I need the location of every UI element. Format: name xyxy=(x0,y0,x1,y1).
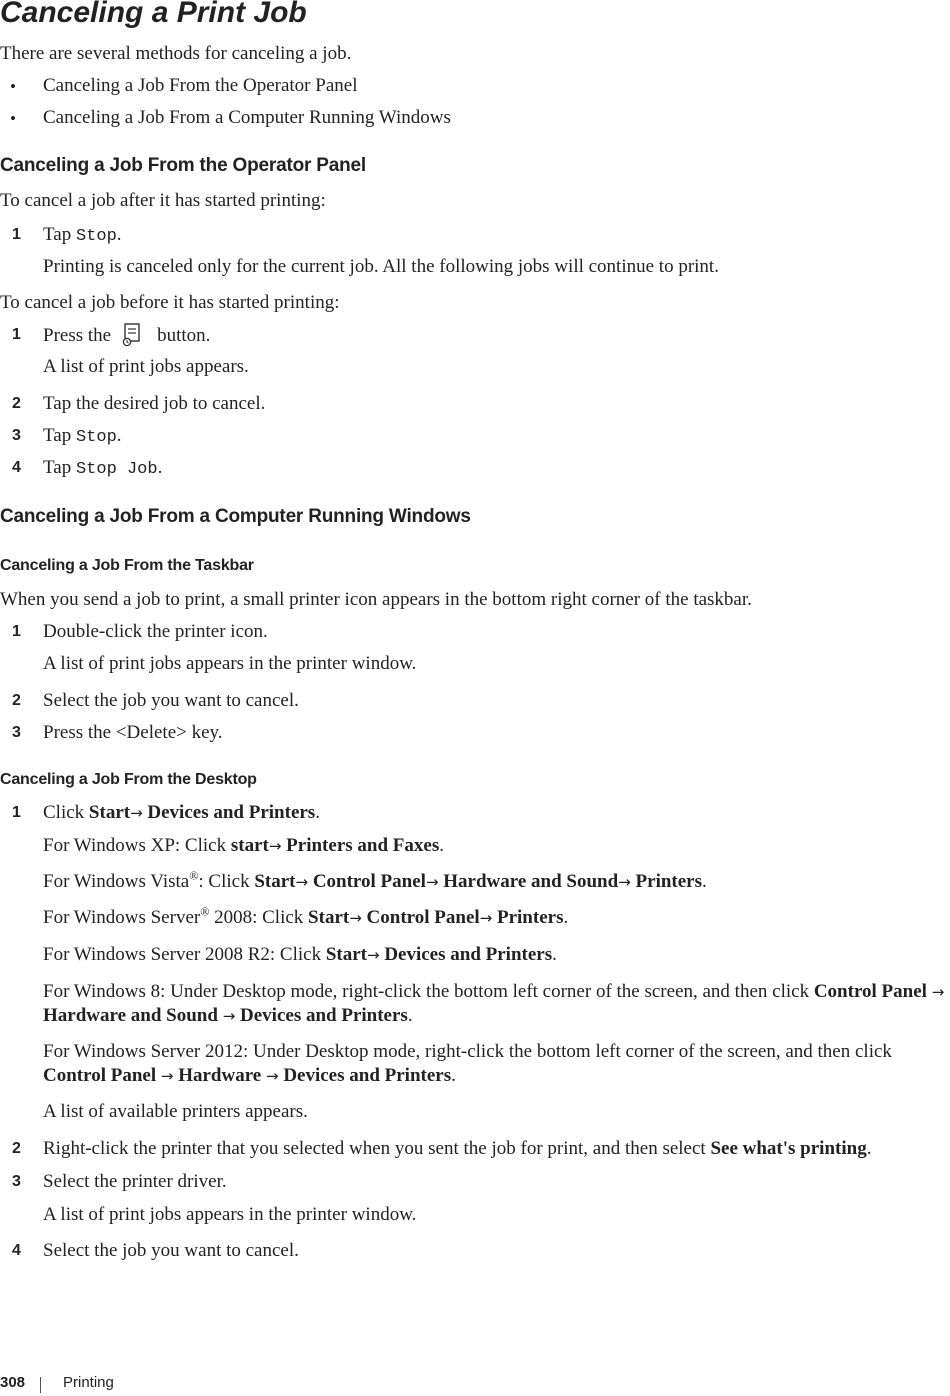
step-number: 1 xyxy=(12,804,21,821)
step-number: 2 xyxy=(12,395,21,412)
step-note: A list of print jobs appears in the printer window. xyxy=(43,1204,417,1225)
step-number: 4 xyxy=(12,459,21,476)
intro-text: There are several methods for canceling a job. xyxy=(0,43,352,64)
step-text: Press the <Delete> key. xyxy=(43,722,223,743)
step-text: Right-click the printer that you selected when you sent the job for print, and then select See what's printing. xyxy=(43,1138,872,1159)
step-text: Tap the desired job to cancel. xyxy=(43,393,266,414)
os-instruction-server-2008-r2: For Windows Server 2008 R2: Click Start→ Devices and Printers. xyxy=(43,944,557,965)
step-number: 2 xyxy=(12,692,21,709)
paragraph: To cancel a job before it has started printing: xyxy=(0,292,340,313)
section-heading: Canceling a Job From a Computer Running Windows xyxy=(0,506,471,527)
footer-divider xyxy=(40,1377,41,1393)
footer-section: Printing xyxy=(63,1374,114,1391)
os-instruction-xp: For Windows XP: Click start→ Printers and Faxes. xyxy=(43,835,444,856)
step-number: 1 xyxy=(12,226,21,243)
step-number: 4 xyxy=(12,1242,21,1259)
subsection-heading: Canceling a Job From the Taskbar xyxy=(0,557,254,574)
step-note: Printing is canceled only for the current job. All the following jobs will continue to print. xyxy=(43,256,719,277)
step-number: 2 xyxy=(12,1140,21,1157)
step-text: Select the job you want to cancel. xyxy=(43,690,299,711)
step-number: 3 xyxy=(12,1173,21,1190)
step-number: 3 xyxy=(12,427,21,444)
section-heading: Canceling a Job From the Operator Panel xyxy=(0,155,366,176)
step-text: Double-click the printer icon. xyxy=(43,621,268,642)
page-title: Canceling a Print Job xyxy=(0,0,307,29)
step-text: Click Start→ Devices and Printers. xyxy=(43,802,320,823)
bullet: • xyxy=(10,109,16,128)
page-number: 308 xyxy=(0,1374,26,1391)
step-note: A list of available printers appears. xyxy=(43,1101,308,1122)
step-text: Select the job you want to cancel. xyxy=(43,1240,299,1261)
step-number: 1 xyxy=(12,326,21,343)
step-note: A list of print jobs appears. xyxy=(43,356,249,377)
bullet-item: Canceling a Job From a Computer Running Windows xyxy=(43,107,451,128)
paragraph: When you send a job to print, a small printer icon appears in the bottom right corner of the taskbar. xyxy=(0,589,752,610)
step-text: Tap Stop. xyxy=(43,224,122,246)
subsection-heading: Canceling a Job From the Desktop xyxy=(0,771,257,788)
step-text: Tap Stop. xyxy=(43,425,122,447)
os-instruction-vista: For Windows Vista®: Click Start→ Control Panel→ Hardware and Sound→ Printers. xyxy=(43,868,707,892)
step-text: Tap Stop Job. xyxy=(43,457,163,479)
os-instruction-windows-8: For Windows 8: Under Desktop mode, right-click the bottom left corner of the screen, and then click Control Panel → Hardware and Sound → Devices and Printers. xyxy=(43,981,945,1026)
step-note: A list of print jobs appears in the printer window. xyxy=(43,653,417,674)
step-text: Press the button. xyxy=(43,325,211,346)
os-instruction-server-2012: For Windows Server 2012: Under Desktop mode, right-click the bottom left corner of the screen, and then click Control Panel → Hardware → Devices and Printers. xyxy=(43,1041,892,1086)
step-number: 1 xyxy=(12,623,21,640)
bullet: • xyxy=(10,77,16,96)
step-number: 3 xyxy=(12,724,21,741)
job-status-icon xyxy=(121,323,143,347)
paragraph: To cancel a job after it has started printing: xyxy=(0,190,326,211)
step-text: Select the printer driver. xyxy=(43,1171,227,1192)
bullet-item: Canceling a Job From the Operator Panel xyxy=(43,75,358,96)
os-instruction-server-2008: For Windows Server® 2008: Click Start→ Control Panel→ Printers. xyxy=(43,904,569,928)
